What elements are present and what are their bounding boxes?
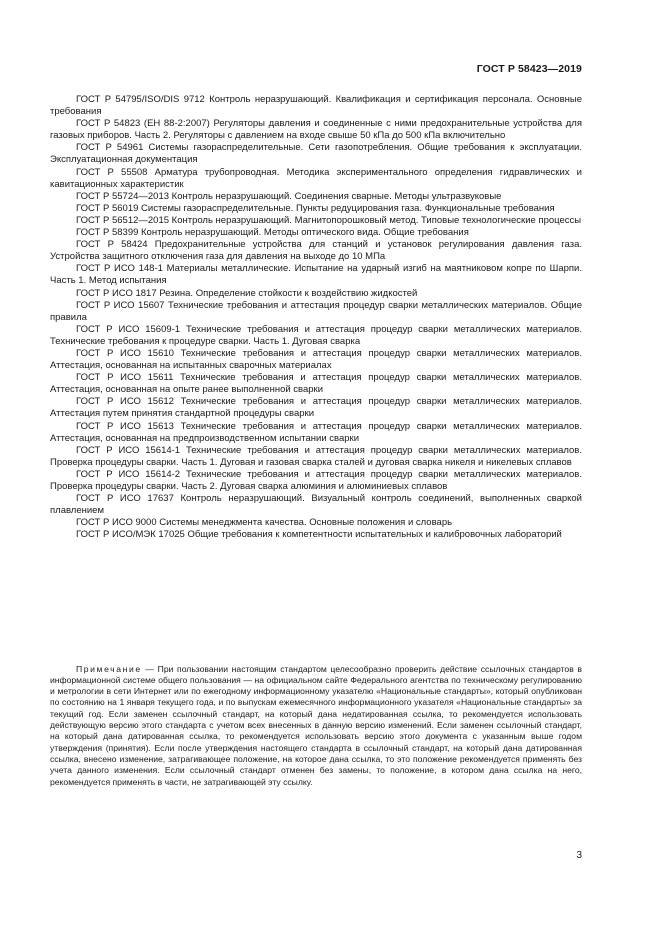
- reference-item: ГОСТ Р ИСО 15613 Технические требования и аттестация процедур сварки металлических материалов. Аттестация, основанная на предпроизводственном испытании сварки: [50, 420, 582, 444]
- reference-item: ГОСТ Р 55724—2013 Контроль неразрушающий. Соединения сварные. Методы ультразвуковые: [76, 190, 502, 202]
- reference-item: ГОСТ Р 54795/ISO/DIS 9712 Контроль неразрушающий. Квалификация и сертификация персонала. Основные требования: [50, 94, 582, 118]
- reference-item: ГОСТ Р ИСО 15611 Технические требования и аттестация процедур сварки металлических материалов. Аттестация, основанная на опыте ранее выполненной сварки: [50, 372, 582, 396]
- reference-item: ГОСТ Р ИСО 15607 Технические требования и аттестация процедур сварки металлических материалов. Общие правила: [50, 299, 582, 323]
- reference-item: ГОСТ Р ИСО 15614-1 Технические требования и аттестация процедур сварки металлических материалов. Проверка процедуры сварки. Часть 1. Дуговая и газовая сварка сталей и дуговая сварка никеля и никелевых сплавов: [50, 444, 582, 468]
- reference-item: ГОСТ Р ИСО 1817 Резина. Определение стойкости к воздействию жидкостей: [76, 287, 418, 299]
- reference-item: ГОСТ Р 55508 Арматура трубопроводная. Методика экспериментального определения гидравлических и кавитационных характеристик: [50, 166, 582, 190]
- reference-item: ГОСТ Р 56512—2015 Контроль неразрушающий. Магнитопорошковый метод. Типовые технологические процессы: [76, 214, 582, 226]
- reference-item: ГОСТ Р 54961 Системы газораспределительные. Сети газопотребления. Общие требования к эксплуатации. Эксплуатационная документация: [50, 142, 582, 166]
- reference-item: ГОСТ Р ИСО 15614-2 Технические требования и аттестация процедур сварки металлических материалов. Проверка процедуры сварки. Часть 2. Дуговая сварка алюминия и алюминиевых сплавов: [50, 468, 582, 492]
- reference-item: ГОСТ Р ИСО 9000 Системы менеджмента качества. Основные положения и словарь: [76, 517, 453, 529]
- reference-item: ГОСТ Р 58424 Предохранительные устройства для станций и установок регулирования давления газа. Устройства защитного отключения газа для давления на выходе до 10 МПа: [50, 239, 582, 263]
- reference-item: ГОСТ Р ИСО 15610 Технические требования и аттестация процедур сварки металлических материалов. Аттестация, основанная на испытанных сварочных материалах: [50, 347, 582, 372]
- reference-item: ГОСТ Р 58399 Контроль неразрушающий. Методы оптического вида. Общие требования: [76, 227, 469, 239]
- reference-list: [50, 94, 582, 541]
- reference-item: ГОСТ Р 56019 Системы газораспределительные. Пункты редуцирования газа. Функциональные требования: [76, 202, 555, 214]
- note-text: — При пользовании настоящим стандартом целесообразно проверить действие ссылочных стандартов в информационной системе общего пользования — на официальном сайте Федерального агентства по техническому регулированию и метрологии в сети Интернет или по ежегодному информационному указателю «Национальные стандарты», который опубликован по состоянию на 1 января текущего года, и по выпускам ежемесячного информационного указателя «Национальные стандарты» за текущий год. Если заменен ссылочный стандарт, на который дана недатированная ссылка, то рекомендуется использовать действующую версию этого стандарта с учетом всех внесенных в данную версию изменений. Если заменен ссылочный стандарт, на который дана датированная ссылка, то рекомендуется использовать версию этого документа с указанным выше годом утверждения (принятия). Если после утверждения настоящего стандарта в ссылочный стандарт, на который дана датированная ссылка, внесено изменение, затрагивающее положение, на которое дана ссылка, то это положение рекомендуется применять без учета данного изменения. Если ссылочный стандарт отменен без замены, то положение, в котором дана ссылка на него, рекомендуется применять в части, не затрагивающей эту ссылку.: [50, 663, 582, 787]
- reference-item: ГОСТ Р ИСО 15612 Технические требования и аттестация процедур сварки металлических материалов. Аттестация путем принятия стандартной процедуры сварки: [50, 396, 582, 420]
- page-number: 3: [576, 850, 582, 861]
- document-id-header: ГОСТ Р 58423—2019: [476, 63, 582, 75]
- reference-item: ГОСТ Р ИСО 17637 Контроль неразрушающий. Визуальный контроль соединений, выполненных сваркой плавлением: [50, 493, 582, 517]
- note-label: Примечание: [76, 663, 142, 674]
- reference-item: ГОСТ Р 54823 (ЕН 88-2:2007) Регуляторы давления и соединенные с ними предохранительные устройства для газовых приборов. Часть 2. Регуляторы с давлением на входе свыше 50 кПа до 500 кПа включительно: [50, 118, 582, 142]
- note-paragraph: [50, 664, 582, 788]
- reference-item: ГОСТ Р ИСО 148-1 Материалы металлические. Испытание на ударный изгиб на маятниковом копре по Шарпи. Часть 1. Метод испытания: [50, 263, 582, 287]
- reference-item: ГОСТ Р ИСО/МЭК 17025 Общие требования к компетентности испытательных и калибровочных лабораторий: [76, 529, 562, 541]
- reference-item: ГОСТ Р ИСО 15609-1 Технические требования и аттестация процедур сварки металлических материалов. Технические требования к процедуре сварки. Часть 1. Дуговая сварка: [50, 323, 582, 347]
